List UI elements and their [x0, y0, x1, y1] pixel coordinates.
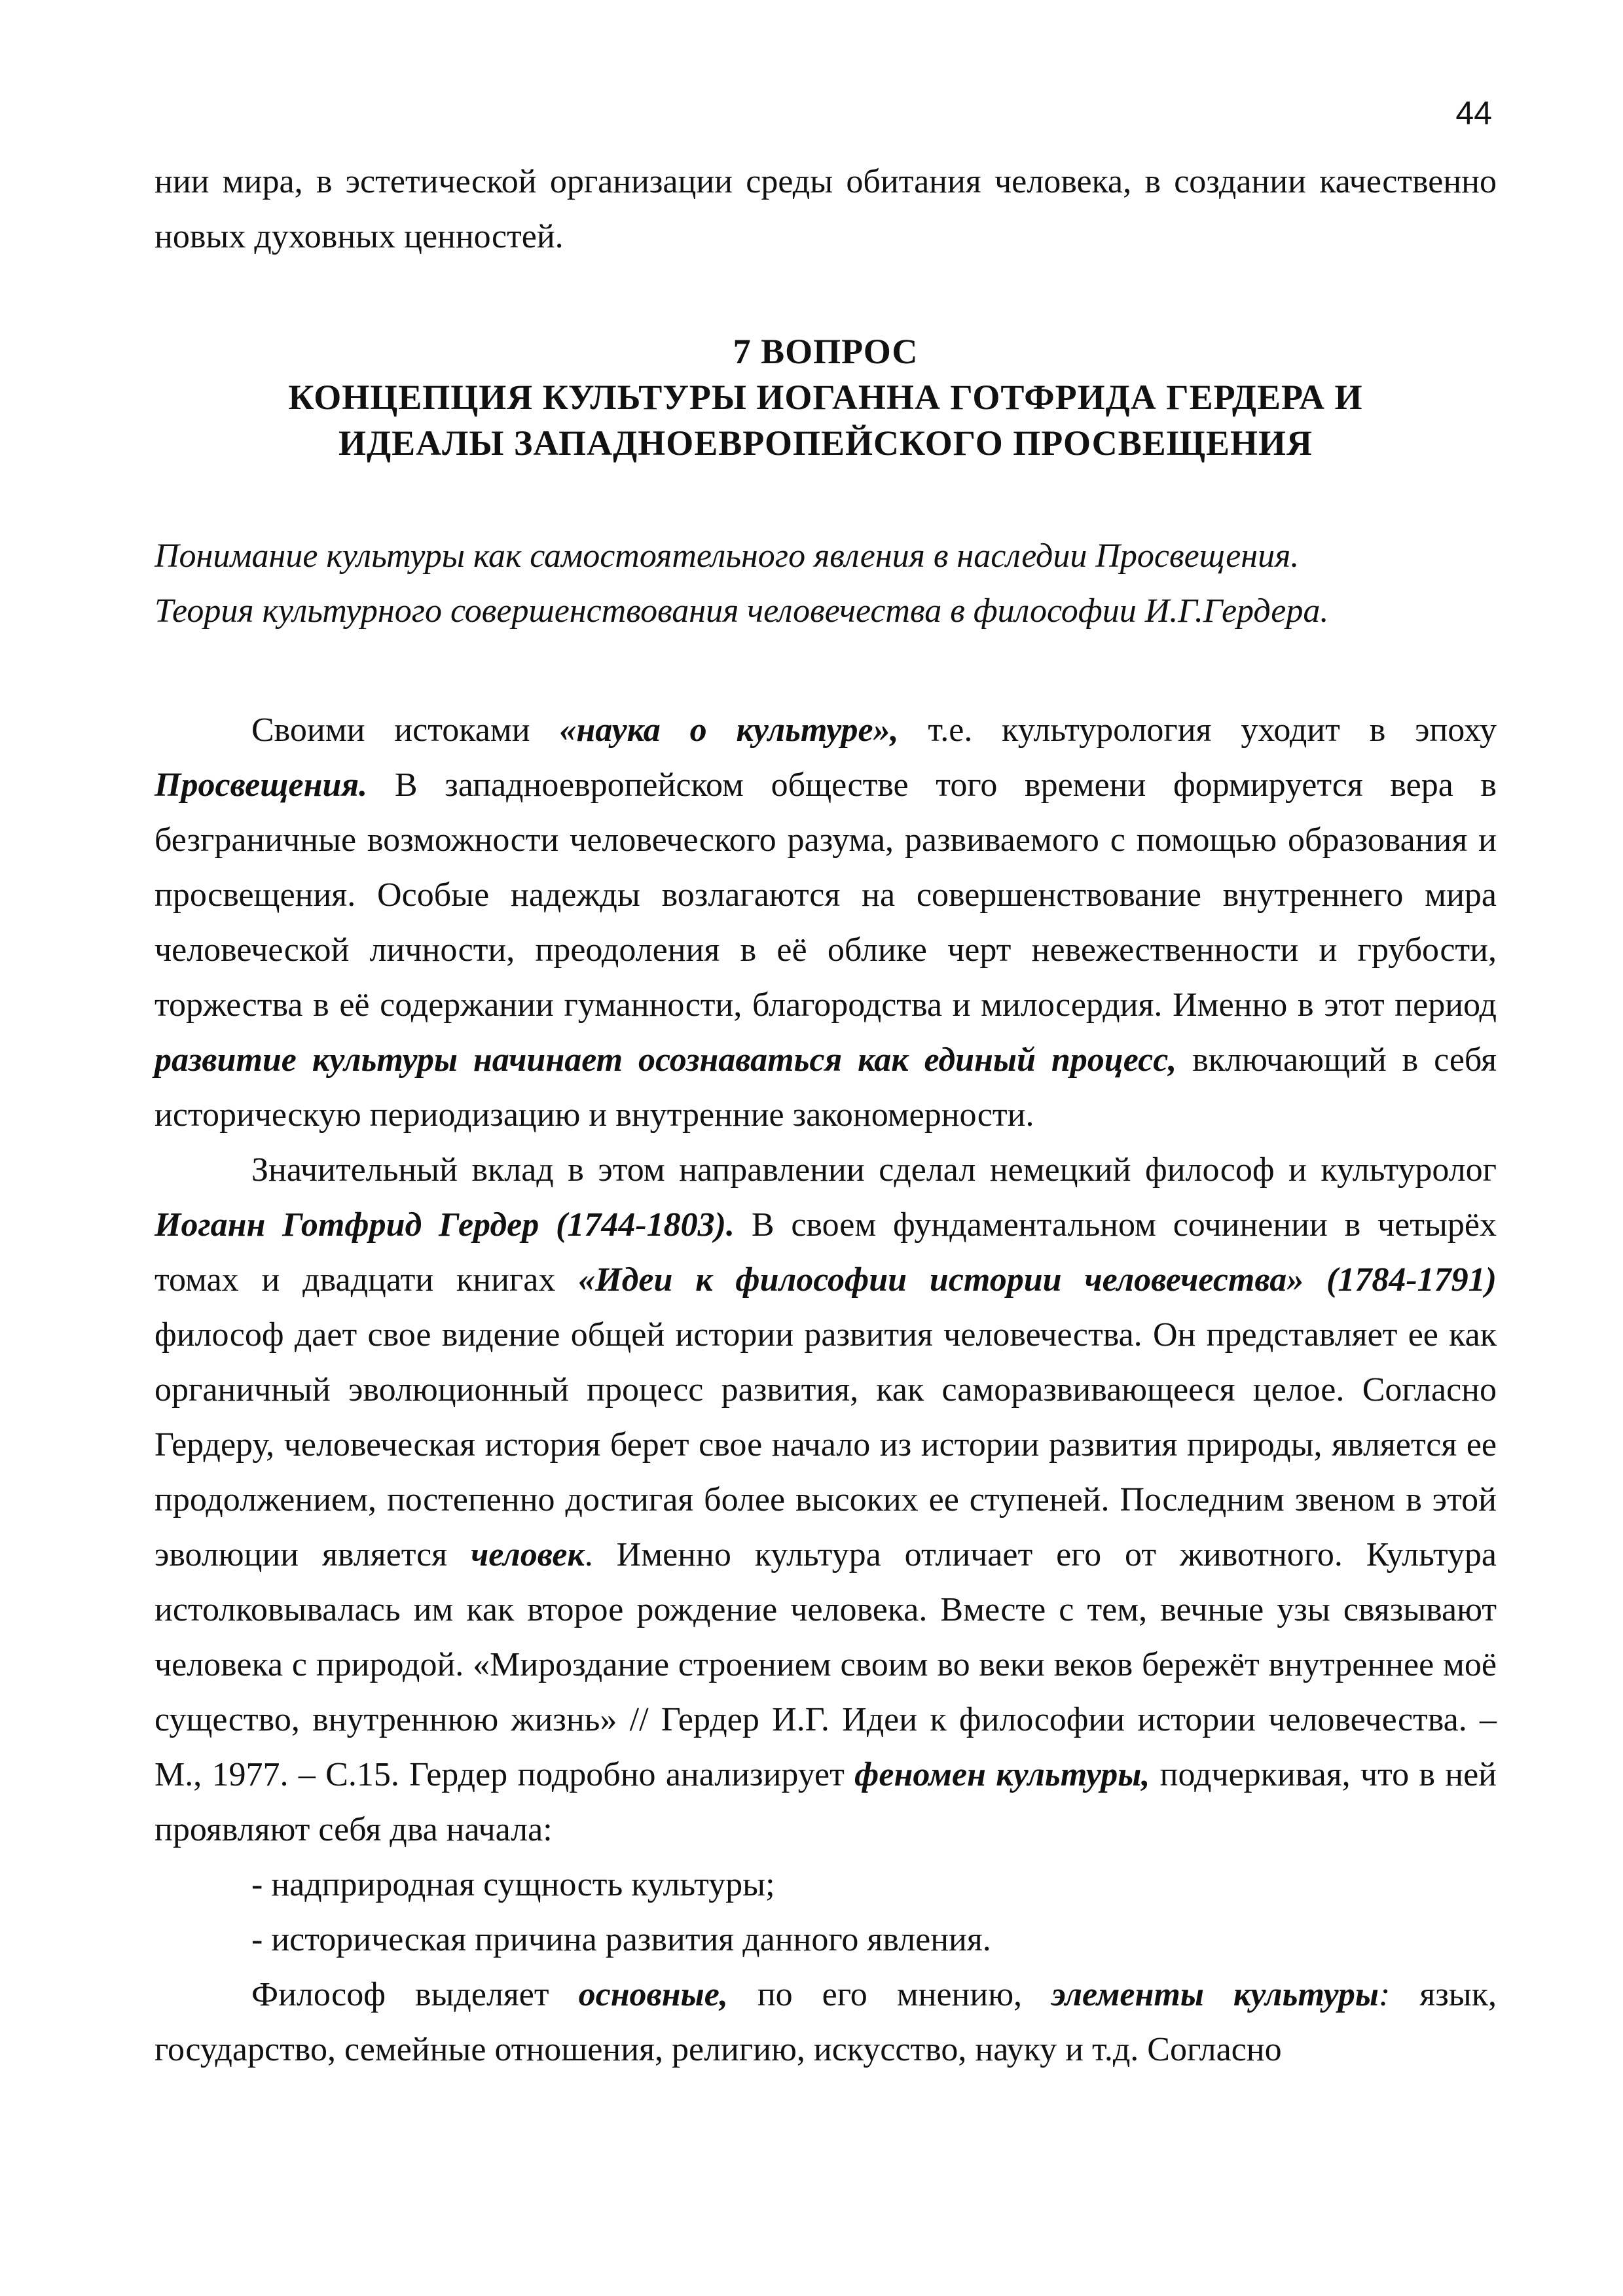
emphasis-run: Иоганн Готфрид Гердер (1744-1803). [155, 1206, 735, 1244]
emphasis-run: основные, [578, 1976, 728, 2013]
paragraph-1 [155, 703, 1497, 1143]
emphasis-run: Просвещения. [155, 766, 368, 804]
page-content [155, 154, 1497, 2077]
subtitle-line-2: Теория культурного совершенствования человечества в философии И.Г.Гердера. [155, 592, 1329, 630]
list-item: - надприродная сущность культуры; [251, 1866, 775, 1903]
list-item: - историческая причина развития данного явления. [251, 1921, 991, 1958]
subtitle-line-1: Понимание культуры как самостоятельного явления в наследии Просвещения. [155, 537, 1300, 575]
text-run: : [1379, 1976, 1391, 2013]
heading-line-2: КОНЦЕПЦИЯ КУЛЬТУРЫ ИОГАННА ГОТФРИДА ГЕРДЕРА И [288, 378, 1363, 417]
text-run: Значительный вклад в этом направлении сделал немецкий философ и культуролог [251, 1151, 1497, 1189]
heading-line-1: 7 ВОПРОС [733, 332, 919, 371]
emphasis-run: человек [470, 1536, 585, 1573]
section-heading [155, 329, 1497, 466]
text-run: включающий в себя историческую периодизацию и внутренние закономерности. [155, 1041, 1497, 1134]
intro-paragraph: нии мира, в эстетической организации среды обитания человека, в создании качественно новых духовных ценностей. [155, 163, 1497, 255]
paragraph-2 [155, 1143, 1497, 1857]
text-run: по его мнению, [727, 1976, 1052, 2013]
text-run: Своими истоками [251, 711, 560, 749]
emphasis-run: элементы культуры [1051, 1976, 1379, 2013]
paragraph-3 [155, 1967, 1497, 2077]
text-run: философ дает свое видение общей истории развития человечества. Он представляет ее как органичный эволюционный процесс развития, как саморазвивающееся целое. Согласно Гердеру, человеческая история берет свое начало из истории развития природы, является ее продолжением, постепенно достигая более высоких ее ступеней. Последним звеном в этой эволюции является [155, 1316, 1497, 1573]
section-subtitle [155, 529, 1497, 639]
text-run: язык, государство, семейные отношения, религию, искусство, науку и т.д. Согласно [155, 1976, 1497, 2068]
emphasis-run: «Идеи к философии истории человечества» (1784-1791) [578, 1261, 1497, 1299]
emphasis-run: феномен культуры, [854, 1756, 1150, 1793]
heading-line-3: ИДЕАЛЫ ЗАПАДНОЕВРОПЕЙСКОГО ПРОСВЕЩЕНИЯ [338, 423, 1313, 463]
text-run: В своем фундаментальном сочинении в четырёх томах и двадцати книгах [155, 1206, 1497, 1299]
text-run: . Именно культура отличает его от животного. Культура истолковывалась им как второе рождение человека. Вместе с тем, вечные узы связывают человека с природой. «Мироздание строением своим во веки веков бережёт внутреннее моё существо, внутреннюю жизнь» // Гердер И.Г. Идеи к философии истории человечества. – М., 1977. – С.15. Гердер подробно анализирует [155, 1536, 1497, 1793]
emphasis-run: «наука о культуре», [559, 711, 899, 749]
text-run: подчеркивая, что в ней проявляют себя два начала: [155, 1756, 1497, 1848]
text-run: Философ выделяет [251, 1976, 579, 2013]
text-run: т.е. культурология уходит в эпоху [898, 711, 1497, 749]
page-number: 44 [1455, 95, 1492, 132]
emphasis-run: развитие культуры начинает осознаваться как единый процесс, [155, 1041, 1177, 1079]
text-run: В западноевропейском обществе того времени формируется вера в безграничные возможности человеческого разума, развиваемого с помощью образования и просвещения. Особые надежды возлагаются на совершенствование внутреннего мира человеческой личности, преодоления в её облике черт невежественности и грубости, торжества в её содержании гуманности, благородства и милосердия. Именно в этот период [155, 766, 1497, 1024]
